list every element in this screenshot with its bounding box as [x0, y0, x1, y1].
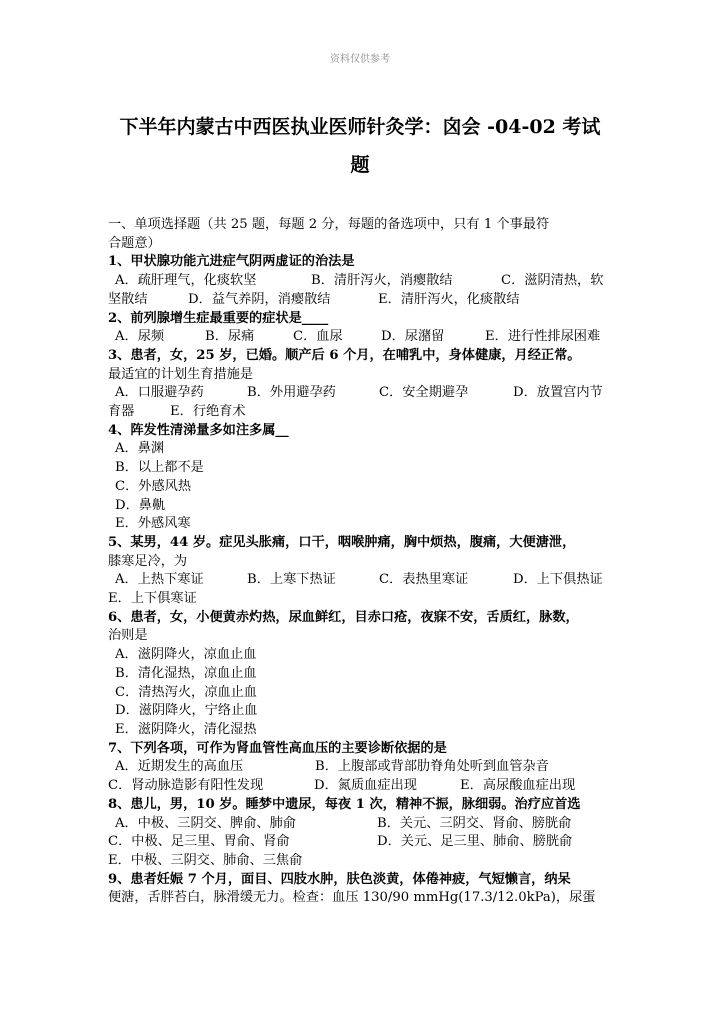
q5-option-c: C．表热里寒证 — [379, 572, 469, 588]
q5-option-d: D．上下俱热证 — [513, 572, 603, 588]
q7-option-c: C．肾动脉造影有阳性发现 — [108, 778, 264, 794]
question-1-stem: 1、甲状腺功能亢进症气阴两虚证的治法是 — [108, 254, 355, 270]
question-6-stem: 6、患者，女，小便黄赤灼热，尿血鲜红，目赤口疮，夜寐不安，舌质红，脉数， — [108, 609, 579, 625]
q3-option-d: D．放置宫内节 — [513, 385, 603, 401]
q7-option-b: B．上腹部或背部肋脊角处听到血管杂音 — [315, 759, 549, 775]
question-5-stem-cont: 膝寒足冷，为 — [108, 553, 188, 569]
q7-option-e: E．高尿酸血症出现 — [460, 778, 576, 794]
q7-option-d: D．氮质血症出现 — [314, 778, 417, 794]
q1-option-c-cont: 坚散结 — [108, 291, 148, 307]
question-1-options-row-2 — [108, 291, 613, 310]
q4-option-a: A．鼻渊 — [115, 441, 165, 457]
question-9-stem: 9、患者妊娠 7 个月，面目、四肢水肿，肤色淡黄，体倦神疲，气短懒言，纳呆 — [108, 871, 571, 887]
q8-option-a: A．中极、三阴交、脾俞、肺俞 — [115, 815, 296, 831]
question-4-stem: 4、阵发性清涕量多如注多属__ — [108, 422, 289, 438]
q3-option-d-cont: 育器 — [108, 404, 135, 420]
q5-option-a: A．上热下寒证 — [115, 572, 204, 588]
q5-option-b: B．上寒下热证 — [247, 572, 336, 588]
question-8-options-row-1 — [108, 815, 613, 834]
document-body — [108, 216, 613, 908]
q4-option-c: C．外感风热 — [115, 478, 192, 494]
q8-option-d: D．关元、足三里、肺俞、膀胱俞 — [377, 834, 573, 850]
q3-option-c: C．安全期避孕 — [379, 385, 469, 401]
question-3-options-row-1 — [108, 384, 613, 403]
q1-option-a: A．疏肝理气，化痰软坚 — [115, 273, 257, 289]
title-line-1: 下半年内蒙古中西医执业医师针灸学：囟会 -04-02 考试 — [119, 116, 601, 138]
q2-option-b: B．尿痛 — [205, 329, 255, 345]
q6-option-e: E．滋阴降火，清化湿热 — [115, 721, 257, 737]
q4-option-b: B．以上都不是 — [115, 460, 204, 476]
question-6-stem-cont: 治则是 — [108, 628, 148, 644]
q4-option-d: D．鼻鼽 — [115, 497, 166, 513]
question-8-options-row-2 — [108, 833, 613, 852]
q6-option-c: C．清热泻火，凉血止血 — [115, 684, 257, 700]
question-8-stem: 8、患儿，男，10 岁。睡梦中遗尿，每夜 1 次，精神不振，脉细弱。治疗应首选 — [108, 796, 581, 812]
q3-option-b: B．外用避孕药 — [247, 385, 336, 401]
q4-option-e: E．外感风寒 — [115, 516, 191, 532]
section-heading-cont: 合题意） — [108, 235, 161, 251]
q3-option-e: E．行绝育术 — [170, 404, 246, 420]
question-7-options-row-1 — [108, 758, 613, 777]
question-5-stem: 5、某男，44 岁。症见头胀痛，口干，咽喉肿痛，胸中烦热，腹痛，大便溏泄， — [108, 534, 576, 550]
question-9-stem-cont: 便溏，舌胖苔白，脉滑缓无力。检查：血压 130/90 mmHg(17.3/12.0kPa)，尿蛋 — [108, 890, 596, 906]
q6-option-d: D．滋阴降火，宁络止血 — [115, 703, 258, 719]
q6-option-b: B．清化湿热，凉血止血 — [115, 665, 257, 681]
q1-option-b: B．清肝泻火，消瘿散结 — [311, 273, 453, 289]
question-7-stem: 7、下列各项，可作为肾血管性高血压的主要诊断依据的是 — [108, 740, 447, 756]
question-3-options-row-2 — [108, 403, 613, 422]
q2-option-d: D．尿潴留 — [381, 329, 445, 345]
q3-option-a: A．口服避孕药 — [115, 385, 204, 401]
q6-option-a: A．滋阴降火，凉血止血 — [115, 647, 257, 663]
q1-option-c: C．滋阴清热，软 — [501, 273, 604, 289]
q8-option-e: E．中极、三阴交、肺俞、三焦俞 — [108, 852, 303, 868]
q7-option-a: A．近期发生的高血压 — [115, 759, 244, 775]
section-heading: 一、单项选择题（共 25 题，每题 2 分，每题的备选项中，只有 1 个事最符 — [108, 217, 550, 232]
question-5-options-row-1 — [108, 571, 613, 590]
question-2-options-row-1 — [108, 328, 613, 347]
question-3-stem: 3、患者，女，25 岁，已婚。顺产后 6 个月，在哺乳中，身体健康，月经正常。 — [108, 347, 581, 363]
question-7-options-row-2 — [108, 777, 613, 796]
q1-option-e: E．清肝泻火，化痰散结 — [378, 291, 520, 307]
q8-option-c: C．中极、足三里、胃俞、肾俞 — [108, 834, 290, 850]
q5-option-e: E．上下俱寒证 — [108, 591, 197, 607]
question-3-stem-cont: 最适宜的计划生育措施是 — [108, 366, 254, 382]
question-2-stem: 2、前列腺增生症最重要的症状是____ — [108, 310, 329, 326]
title-line-2: 题 — [350, 154, 370, 176]
q2-option-a: A．尿频 — [115, 329, 165, 345]
question-1-options-row-1 — [108, 272, 613, 291]
q1-option-d: D．益气养阴，消瘿散结 — [188, 291, 331, 307]
q2-option-e: E．进行性排尿困难 — [485, 329, 601, 345]
document-title — [110, 108, 610, 184]
page-header: 资料仅供参考 — [330, 54, 390, 65]
q8-option-b: B．关元、三阴交、肾俞、膀胱俞 — [377, 815, 572, 831]
q2-option-c: C．血尿 — [293, 329, 343, 345]
